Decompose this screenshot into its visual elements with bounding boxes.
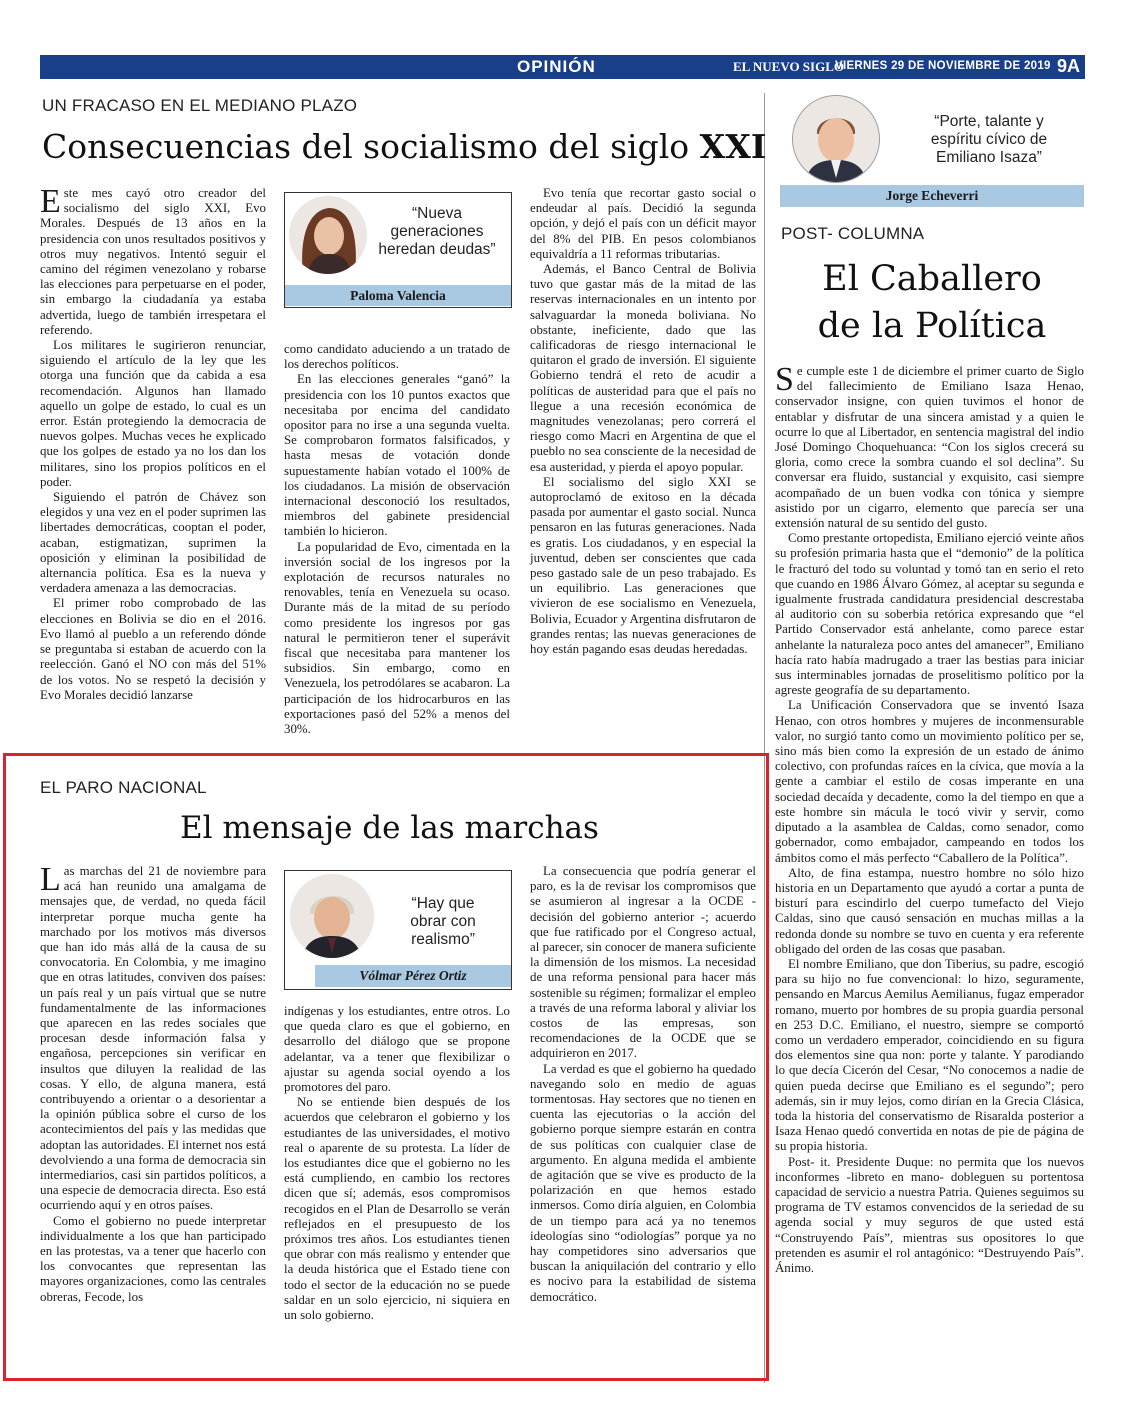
paragraph: En las elecciones generales “ganó” la presidencia con los 10 puntos exactos que necesitaba por encima del candidato opositor para no irse a una segunda vuelta. Se comprobaron formatos falsificados, y hasta mesas de votación donde supuestamente habían votado el 100% de los ciudadanos. La misión de observación internacional desconoció los resultados, miembros del gabinete presidencial también lo hicieron. [284, 372, 510, 539]
text: e cumple este 1 de diciembre el primer cuarto de Siglo del fallecimiento de Emiliano Isaza Henao, conservador insigne, con quien tuvimos el honor de entablar y disfrutar de una sincera amistad y a quien le ocurre lo que al Libertador, en sentencia magistral del indio José Domingo Choquehuanca: “Con los siglos crecerá su gloria, como crece la sombra cuando el sol declina”. Su conversar era fluido, sustancial y exquisito, casi siempre acompañado de un buen vodka con tónica y siempre asistido por un cigarro, elemento que parecía ser una extensión natural de su sentido del gusto. [775, 364, 1084, 531]
article3-headline [780, 256, 1084, 350]
page-number: 9A [1057, 56, 1081, 76]
paragraph: Post- it. Presidente Duque: no permita que los nuevos inconformes -libreto en mano- dobleguen su portentosa capacidad de servicio a nuestra Patria. Quienes seguimos su programa de TV estamos convencidos de la seriedad de su agenda social y muy seguros de que usted está “Construyendo País”, mientras sus opositores lo que pretenden es asumir el rol antagónico: “Destruyendo País”. Ánimo. [775, 1154, 1084, 1275]
paragraph: El nombre Emiliano, que don Tiberius, su padre, escogió para su hijo no fue convencional: lo hizo, seguramente, pensando en Marcus Aemilus Aemilianus, fugaz emperador romano, muerto por hombres de su propia guardia personal en 253 D.C. Emiliano, el nuestro, siempre se comportó como un verdadero emperador, coincidiendo en su figura dos elementos sine qua non: porte y talante. Y parodiando lo que decía Cicerón del Cesar, “No conocemos a nadie de quien pueda decirse que Emiliano es el segundo”; pero además, sin ir muy lejos, como dirían en la Grecia Clásica, toda la historia del conservatismo de Risaralda posterior a Isaza Henao quedó convertida en notas de pie de página de su propia historia. [775, 956, 1084, 1154]
paragraph: Como prestante ortopedista, Emiliano ejerció veinte años su profesión primaria hasta que el “demonio” de la política le fracturó del todo su voluntad y tomó tan en serio el reto que cuando en 1986 Álvaro Gómez, al aceptar su segunda e igualmente frustrada candidatura presidencial descrestaba al auditorio con su soberbia retórica expresando que “el Partido Conservador está anhelante, como parece estar anhelante la naturaleza poco antes del amanecer”, Emiliano hacía rato había madrugado a traer las bestias para iniciar sus interminables jornadas de proselitismo político por la agreste geografía de su departamento. [775, 531, 1084, 698]
paper-name: EL NUEVO SIGLO [733, 59, 844, 74]
headline-line: El Caballero [822, 259, 1042, 299]
paragraph: Alto, de fina estampa, nuestro hombre no sólo hizo historia en un Departamento que ayudó a cortar a punta de bisturí para escindirlo del cuerpo tumefacto del Viejo Caldas, sino que causó sensación en muchas millas a la redonda donde su nombre se tuvo en cuenta y era referente obligado del orden de las cosas que pasaban. [775, 865, 1084, 956]
article1-kicker: UN FRACASO EN EL MEDIANO PLAZO [42, 96, 358, 115]
author-quote: “Nueva generaciones heredan deudas” [378, 205, 496, 258]
masthead [40, 55, 1085, 79]
paragraph: La popularidad de Evo, cimentada en la inversión social de los ingresos por la explotación de recursos naturales no renovables, tenía en Venezuela su ocaso. Durante más de la mitad de su período como presidente los ingresos por gas natural le permitieron tener el superávit fiscal que necesitaba para mantener los subsidios. Sin embargo, como en Venezuela, los petrodólares se acabaron. La participación de los hidrocarburos en las exportaciones pasó del 52% a menos del 30%. [284, 539, 510, 737]
author-box-paloma [284, 192, 512, 308]
portrait-volmar-perez-ortiz [290, 874, 374, 958]
article1-col3 [530, 186, 756, 657]
article2-kicker: EL PARO NACIONAL [40, 778, 207, 797]
paragraph: Siguiendo el patrón de Chávez son elegidos y una vez en el poder suprimen las libertades democráticas, cooptan el poder, acaban, estigmatizan, suprimen la oposición y eliminan la posibilidad de alternancia política. Esa es la nueva y verdadera amenaza a las democracias. [40, 490, 266, 596]
article2-headline: El mensaje de las marchas [180, 810, 599, 846]
article3-kicker: POST- COLUMNA [781, 224, 925, 243]
paragraph: Como el gobierno no puede interpretar individualmente a los que han participado en las protestas, va a tener que hacerlo con los convocantes que representan las mayores organizaciones, como las centrales obreras, Fecode, los [40, 1213, 266, 1304]
paragraph: El socialismo del siglo XXI se autoproclamó de exitoso en la década pasada por aumentar el gasto social. Nunca pensaron en las futuras generaciones. Nada es gratis. Los ciudadanos, y en especial la juventud, deben ser conscientes que cada peso gastado sale de un peso trabajado. Es un equilibrio. Las generaciones que vivieron de ese socialismo en Venezuela, Bolivia, Ecuador y Argentina disfrutaron de grandes rentas; las nuevas generaciones de hoy están pagando esas deudas heredadas. [530, 474, 757, 657]
article1-col1 [40, 183, 266, 703]
headline-line: de la Política [817, 306, 1047, 346]
dropcap: S [775, 361, 794, 398]
article1-col2 [284, 342, 510, 737]
author-name: Jorge Echeverri [780, 185, 1084, 207]
author-name: Vólmar Pérez Ortiz [315, 965, 511, 987]
dropcap: L [40, 861, 61, 898]
paragraph: indígenas y los estudiantes, entre otros. Lo que queda claro es que el gobierno, en desarrollo del diálogo que se propone adelantar, va a tener que flexibilizar o ajustar su agenda social oyendo a los promotores del paro. [284, 1004, 510, 1095]
portrait-paloma-valencia [289, 196, 367, 274]
paragraph: La Unificación Conservadora que se inventó Isaza Henao, con otros hombres y mujeres de inconmensurable valor, no surgió tanto como un movimiento político per se, sino más bien como la expresión de un estado de ánimo colectivo, con profundas raíces en la cívica, que movía a la gente a cambiar el estilo de cosas imperante en una sociedad decaída y decadente, como la del tiempo en que a este hombre sin mácula le tocó vivir y servir, como diputado a la asamblea de Caldas, como senador, como gobernador, como embajador, campeando en todos los ámbitos como el más perfecto “Caballero de la Política”. [775, 698, 1084, 865]
article3-body [775, 361, 1084, 1276]
headline-bold: XXI [699, 127, 767, 166]
dropcap: E [40, 183, 61, 220]
paragraph [40, 861, 266, 1214]
article2-col2 [284, 1004, 510, 1323]
portrait-jorge-echeverri [792, 95, 880, 183]
paragraph: La verdad es que el gobierno ha quedado navegando solo en medio de aguas tormentosas. Hay sectores que no tienen en cuenta las ejecutorias o la acción del gobierno porque siempre estarán en contra de sus políticas con cualquier clase de argumento. En alguna medida el ambiente de agitación que se vive es producto de la polarización en que hemos estado inmersos. Como diría alguien, en Colombia de un tiempo para acá ya no tenemos ideologías sino “odiologías” porque ya no hay competidores sino adversarios que buscan la aniquilación del contrario y ello es nocivo para la estabilidad de sistema democrático. [530, 1061, 756, 1304]
article1-headline [42, 127, 766, 166]
paragraph: No se entiende bien después de los acuerdos que celebraron el gobierno y los estudiantes de las universidades, el motivo real o aparente de su protesta. La líder de los estudiantes dice que el gobierno no les está cumpliendo, en cambio los rectores dicen que sí; además, esos compromisos recogidos en el Plan de Desarrollo se verán reflejados en el presupuesto de los próximos tres años. Los estudiantes tienen que obrar con más realismo y entender que la deuda histórica que el Estado tiene con todo el sector de la educación no se puede saldar en un solo ejercicio, ni siquiera en un solo gobierno. [284, 1095, 510, 1323]
headline-text: Consecuencias del socialismo del siglo [42, 127, 700, 166]
paragraph: Además, el Banco Central de Bolivia tuvo que gastar más de la mitad de las reservas internacionales en un intento por salvaguardar la moneda boliviana. No obstante, ineficiente, dado que las calificadoras de riesgo internacional le quitaron el grado de inversión. El siguiente Gobierno tendrá el reto de acudir a políticas de austeridad para que el país no llegue a una recesión económica de magnitudes venezolanas; pero correrá el riesgo como Macri en Argentina de que el pueblo no sea consciente de la necesidad de esa austeridad, y pierda el apoyo popular. [530, 262, 756, 474]
author-box-jorge [780, 93, 1084, 209]
paragraph: Los militares le sugirieron renunciar, siguiendo el artículo de la ley que les otorga una función que da cabida a esa recomendación. Algunos han llamado aquello un golpe de estado, lo cual es un error. Están protegiendo la democracia de nuevos golpes. Muchas veces he explicado que los golpes de estado ya no los dan los militares, sino los propios políticos en el poder. [40, 338, 266, 489]
article2-col3 [530, 864, 756, 1305]
paper-date: VIERNES 29 DE NOVIEMBRE DE 2019 [835, 60, 1051, 72]
article2-col1 [40, 861, 266, 1305]
paragraph: como candidato aduciendo a un tratado de los derechos políticos. [284, 342, 510, 372]
author-quote: “Porte, talante y espíritu cívico de Emiliano Isaza” [930, 113, 1048, 166]
paragraph: Evo tenía que recortar gasto social o endeudar al país. Decidió la segunda opción, y dejó el país con un déficit mayor del 8% del PIB. En pesos colombianos equivaldría a 11 reformas tributarias. [530, 186, 756, 261]
text: ste mes cayó otro creador del socialismo del siglo XXI, Evo Morales. Después de 13 años en la presidencia con unos resultados positivos y otros muy negativos. Intentó seguir el camino del régimen venezolano y robarse las elecciones para perpetuarse en el poder, sin embargo la ciudadanía ya estaba advertida, luego de también irrespetara el referendo. [40, 186, 266, 337]
text: as marchas del 21 de noviembre para acá han reunido una amalgama de mensajes que, de verdad, no queda fácil interpretar porque mucha gente ha marchado por los motivos más diversos que han ido más allá de la causa de su convocatoria. En Colombia, y me imagino que en otras latitudes, conviven dos países: un país real y un país virtual que se nutre fundamentalmente de las informaciones que aparecen en las redes sociales que procesan desde información falsa y engañosa, percepciones sin verificar en insultos que diluyen la realidad de las cosas. Y ello, de alguna manera, está contribuyendo a orientar o a desorientar a la opinión pública sobre el curso de los acontecimientos del país y las medidas que adoptan las autoridades. El internet nos está devolviendo a una forma de democracia sin intermediarios, casi sin partidos políticos, a una especie de democracia directa. Eso está ocurriendo aquí y en otros países. [40, 864, 266, 1213]
paragraph: El primer robo comprobado de las elecciones en Bolivia se dio en el 2016. Evo llamó al pueblo a un referendo dónde se preguntaba si estaban de acuerdo con la reelección. Ganó el NO con más del 51% de los votos. No se respetó la decisión y Evo Morales decidió lanzarse [40, 596, 266, 702]
paragraph [40, 183, 266, 338]
section-label: OPINIÓN [517, 57, 596, 76]
paragraph: La consecuencia que podría generar el paro, es la de revisar los compromisos que se asumieron al ingresar a la OCDE -decisión del gobierno anterior -; acuerdo que fue ratificado por el Congreso actual, al parecer, sin conocer de manera suficiente la dimensión de los mismos. La necesidad de una reforma pensional para hacer más sostenible su régimen; formalizar el empleo a través de una reforma laboral y aliviar los costos de las empresas, son recomendaciones de la OCDE que se adquirieron en 2017. [530, 864, 756, 1061]
author-quote: “Hay que obrar con realismo” [410, 895, 476, 948]
paragraph [775, 361, 1084, 531]
author-box-volmar [284, 870, 512, 990]
author-name: Paloma Valencia [285, 285, 511, 306]
